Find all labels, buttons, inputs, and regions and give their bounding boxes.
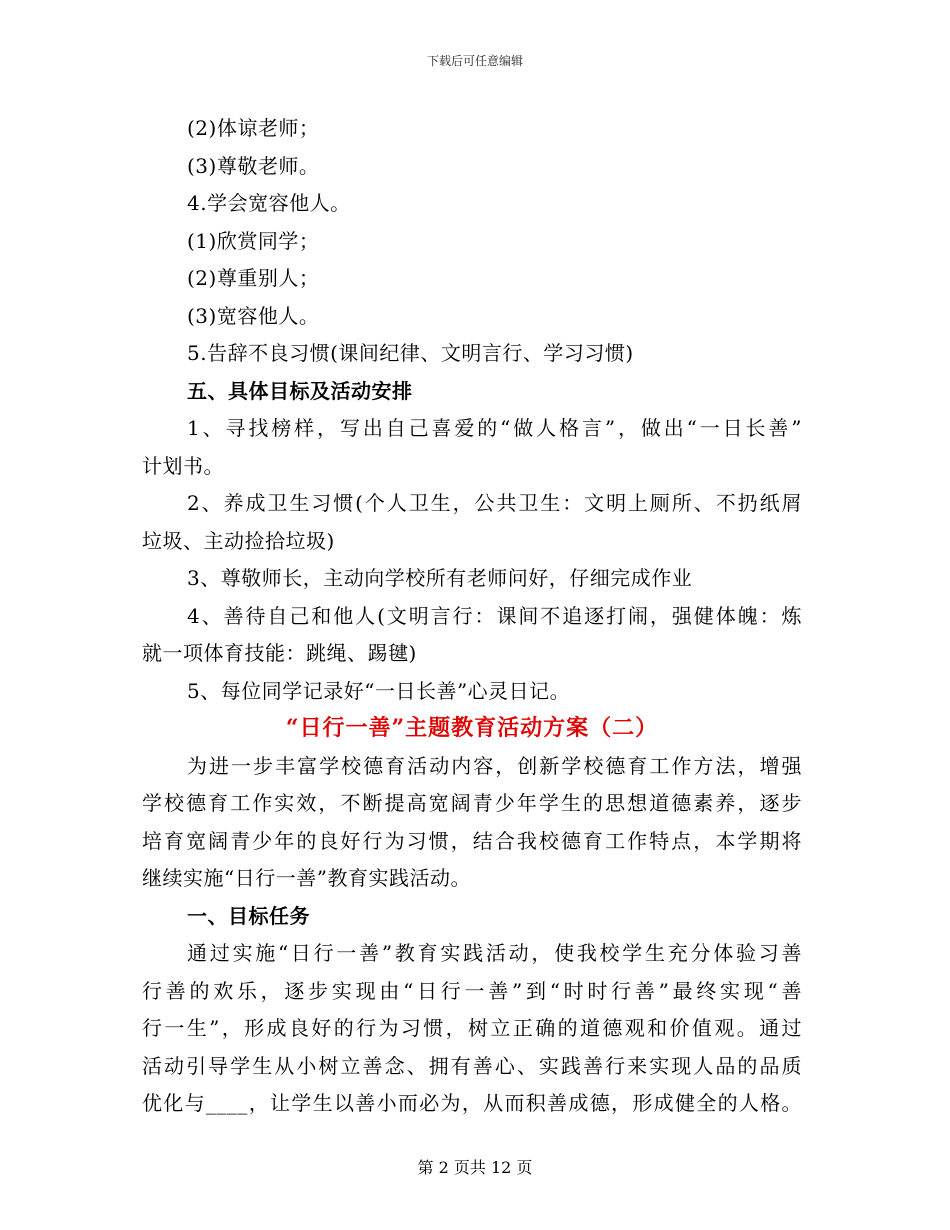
paragraph-line: 5、每位同学记录好“一日长善”心灵日记。 bbox=[187, 678, 571, 703]
page-footer: 第 2 页共 12 页 bbox=[417, 1158, 533, 1177]
paragraph-line: 1、寻找榜样，写出自己喜爱的“做人格言”，做出“一日长善” bbox=[187, 416, 802, 440]
document-body bbox=[142, 110, 802, 1123]
list-item: 5.告辞不良习惯(课间纪律、文明言行、学习习惯) bbox=[187, 341, 634, 365]
paragraph-line: 为进一步丰富学校德育活动内容，创新学校德育工作方法，增强 bbox=[187, 753, 802, 778]
paragraph-line: 2、养成卫生习惯(个人卫生，公共卫生：文明上厕所、不扔纸屑 bbox=[187, 491, 802, 515]
list-item: (3)尊敬老师。 bbox=[187, 153, 320, 178]
list-item: (3)宽容他人。 bbox=[187, 303, 320, 328]
paragraph-line: 优化与____，让学生以善小而必为，从而积善成德，形成健全的人格。 bbox=[142, 1091, 802, 1115]
list-item: (1)欣赏同学； bbox=[187, 228, 320, 253]
paragraph-line: 培育宽阔青少年的良好行为习惯，结合我校德育工作特点，本学期将 bbox=[142, 828, 802, 853]
list-item: 4.学会宽容他人。 bbox=[187, 191, 351, 215]
paragraph-line: 4、善待自己和他人(文明言行：课间不追逐打闹，强健体魄：炼 bbox=[187, 603, 802, 628]
paragraph-line: 行一生”，形成良好的行为习惯，树立正确的道德观和价值观。通过 bbox=[142, 1016, 802, 1040]
paragraph-line: 学校德育工作实效，不断提高宽阔青少年学生的思想道德素养，逐步 bbox=[142, 791, 802, 815]
paragraph-line: 通过实施“日行一善”教育实践活动，使我校学生充分体验习善 bbox=[187, 941, 802, 965]
section-heading: 五、具体目标及活动安排 bbox=[187, 378, 413, 403]
list-item: (2)尊重别人； bbox=[187, 266, 320, 290]
paragraph-line: 就一项体育技能：跳绳、踢毽) bbox=[142, 641, 417, 665]
paragraph-line: 3、尊敬师长，主动向学校所有老师问好，仔细完成作业 bbox=[187, 566, 693, 590]
page-header: 下载后可任意编辑 bbox=[426, 54, 523, 68]
paragraph-line: 活动引导学生从小树立善念、拥有善心、实践善行来实现人品的品质 bbox=[142, 1053, 802, 1078]
list-item: (2)体谅老师； bbox=[187, 116, 320, 140]
section-heading: 一、目标任务 bbox=[187, 903, 310, 928]
paragraph-line: 计划书。 bbox=[142, 453, 224, 478]
document-title: “日行一善”主题教育活动方案（二） bbox=[285, 715, 659, 741]
paragraph-line: 行善的欢乐，逐步实现由“日行一善”到“时时行善”最终实现“善 bbox=[142, 978, 802, 1003]
paragraph-line: 垃圾、主动捡拾垃圾) bbox=[142, 528, 335, 553]
paragraph-line: 继续实施“日行一善”教育实践活动。 bbox=[142, 866, 471, 890]
